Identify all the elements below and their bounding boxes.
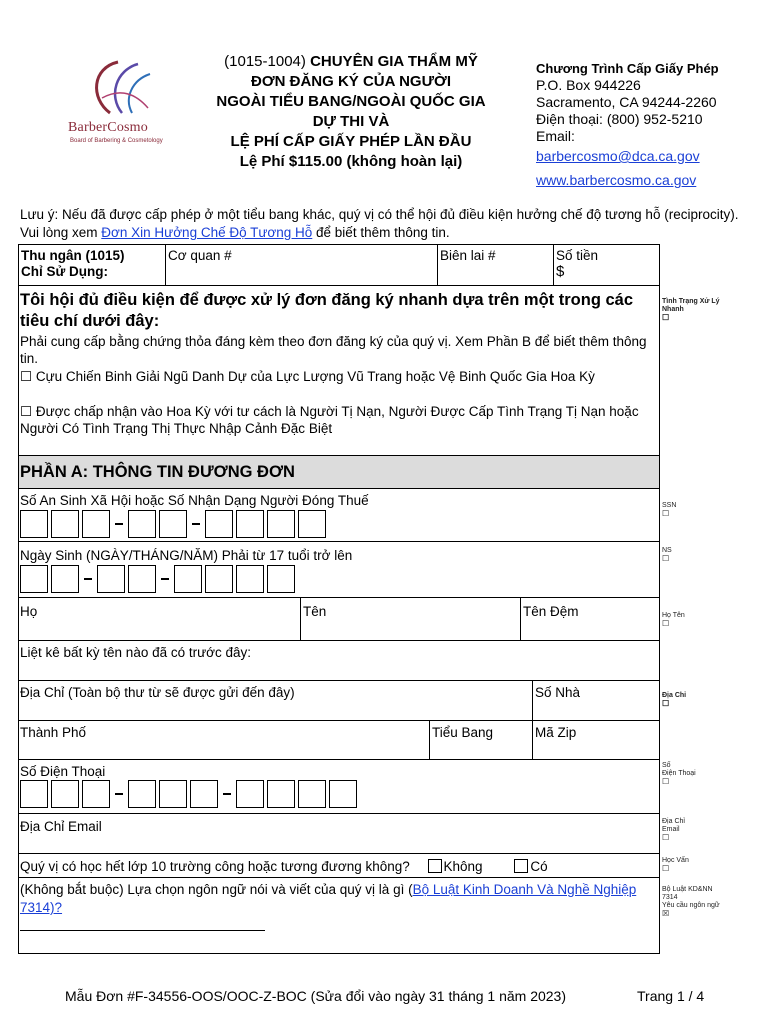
- veteran-checkbox[interactable]: ☐: [20, 369, 33, 384]
- expedite-option-refugee[interactable]: ☐ Được chấp nhận vào Hoa Kỳ với tư cách là Người Tị Nạn, Người Được Cấp Tình Trạng Tị Nạn hoặc Người Có Tình Trạng Thị Thực Nhập Cảnh Đặc Biệt: [20, 404, 639, 436]
- middle-name-field[interactable]: Tên Đệm: [523, 604, 579, 619]
- education-yes-checkbox[interactable]: [514, 859, 528, 873]
- form-title: [186, 52, 516, 172]
- cashier-label: Thu ngân (1015) Chỉ Sử Dụng:: [21, 248, 125, 279]
- form-code: (1015-1004): [224, 53, 306, 70]
- city-field[interactable]: Thành Phố: [20, 725, 87, 740]
- expedite-option-veteran[interactable]: ☐ Cựu Chiến Binh Giải Ngũ Danh Dự của Lực Lượng Vũ Trang hoặc Vệ Binh Quốc Gia Hoa Kỳ: [20, 369, 595, 384]
- reciprocity-link[interactable]: Đơn Xin Hưởng Chế Độ Tương Hỗ: [101, 225, 313, 240]
- ssn-input[interactable]: [20, 510, 329, 538]
- language-question: (Không bắt buộc) Lựa chọn ngôn ngữ nói và viết của quý vị là gì (Bộ Luật Kinh Doanh Và Nghề Nghiệp 7314)?: [20, 882, 637, 915]
- reciprocity-note: [20, 206, 750, 242]
- expedite-heading: Tôi hội đủ điều kiện để được xử lý đơn đăng ký nhanh dựa trên một trong các tiêu chí dưới đây:: [20, 291, 634, 330]
- phone-side-label: Số Điện Thoại ☐: [662, 762, 696, 786]
- title-line-2: ĐƠN ĐĂNG KÝ CỦA NGƯỜI: [251, 73, 451, 90]
- education-question: Quý vị có học hết lớp 10 trường công hoặc tương đương không? Không Có: [20, 859, 548, 874]
- ssn-side-label: SSN ☐: [662, 502, 677, 518]
- logo-wordmark: BarberCosmo: [68, 120, 148, 135]
- agency-name: Chương Trình Cấp Giấy Phép: [536, 61, 719, 76]
- language-side-label: Bộ Luật KD&NN 7314 Yêu cầu ngôn ngữ ☒: [662, 886, 720, 918]
- agency-phone: Điện thoại: (800) 952-5210: [536, 111, 703, 127]
- address-side-label: Địa Chỉ ☐: [662, 692, 687, 708]
- title-line-5: LỆ PHÍ CẤP GIẤY PHÉP LẦN ĐẦU: [230, 133, 472, 150]
- amount-field[interactable]: Số tiền $: [556, 248, 599, 280]
- house-number-field[interactable]: Số Nhà: [535, 685, 581, 700]
- dob-side-label: NS ☐: [662, 547, 672, 563]
- state-field[interactable]: Tiểu Bang: [432, 725, 494, 740]
- note-text-1: Lưu ý: Nếu đã được cấp phép ở một tiểu bang khác, quý vị có thể hội đủ điều kiện hưởng chế độ tương hỗ (reciprocity). Vui lòng xem: [20, 207, 739, 240]
- name-side-label: Họ Tên ☐: [662, 612, 685, 628]
- business-code-link[interactable]: Bộ Luật Kinh Doanh Và Nghề Nghiệp 7314)?: [20, 882, 637, 915]
- title-fee: Lệ Phí $115.00 (không hoàn lại): [239, 153, 463, 170]
- dob-label: Ngày Sinh (NGÀY/THÁNG/NĂM) Phải từ 17 tuổi trở lên: [20, 548, 353, 563]
- title-line-3: NGOÀI TIỂU BANG/NGOÀI QUỐC GIA: [216, 93, 486, 110]
- zip-field[interactable]: Mã Zip: [535, 725, 577, 740]
- agency-email-label: Email:: [536, 128, 575, 144]
- refugee-checkbox[interactable]: ☐: [20, 404, 33, 419]
- note-text-2: để biết thêm thông tin.: [312, 225, 450, 240]
- agency-city: Sacramento, CA 94244-2260: [536, 94, 717, 110]
- board-logo: [62, 58, 172, 148]
- education-no-checkbox[interactable]: [428, 859, 442, 873]
- email-field[interactable]: Địa Chỉ Email: [20, 819, 102, 834]
- first-name-field[interactable]: Tên: [303, 604, 327, 619]
- agency-po-box: P.O. Box 944226: [536, 77, 641, 93]
- title-line-4: DỰ THI VÀ: [312, 113, 390, 130]
- education-yes-option[interactable]: Có: [514, 859, 547, 874]
- logo-swirl-icon: [80, 58, 160, 118]
- last-name-field[interactable]: Họ: [20, 604, 38, 619]
- title-line-1: CHUYÊN GIA THẨM MỸ: [310, 53, 478, 70]
- section-a-heading: PHẦN A: THÔNG TIN ĐƯƠNG ĐƠN: [20, 463, 295, 481]
- expedite-instruction: Phải cung cấp bằng chứng thỏa đáng kèm theo đơn đăng ký của quý vị. Xem Phần B để biết thêm thông tin.: [20, 334, 647, 366]
- email-side-label: Địa Chỉ Email ☐: [662, 818, 685, 842]
- dob-input[interactable]: [20, 565, 298, 593]
- logo-tagline: Board of Barbering & Cosmetology: [70, 138, 163, 144]
- phone-input[interactable]: [20, 780, 360, 808]
- agency-contact: [536, 60, 766, 189]
- receipt-number-field[interactable]: Biên lai #: [440, 248, 496, 263]
- expedite-side-label: Tình Trạng Xử Lý Nhanh ☐: [662, 298, 720, 322]
- previous-names-field[interactable]: Liệt kê bất kỳ tên nào đã có trước đây:: [20, 645, 252, 660]
- page-number: Trang 1 / 4: [637, 988, 705, 1004]
- agency-website-link[interactable]: www.barbercosmo.ca.gov: [536, 172, 697, 188]
- education-side-label: Học Vấn ☐: [662, 857, 689, 873]
- agency-number-field[interactable]: Cơ quan #: [168, 248, 232, 263]
- language-answer-line[interactable]: [20, 930, 265, 931]
- ssn-label: Số An Sinh Xã Hội hoặc Số Nhận Dạng Người Đóng Thuế: [20, 493, 369, 508]
- form-number: Mẫu Đơn #F-34556-OOS/OOC-Z-BOC (Sửa đổi vào ngày 31 tháng 1 năm 2023): [65, 988, 567, 1004]
- mailing-address-field[interactable]: Địa Chỉ (Toàn bộ thư từ sẽ được gửi đến đây): [20, 685, 295, 700]
- education-no-option[interactable]: Không: [428, 859, 483, 874]
- phone-label: Số Điện Thoại: [20, 764, 106, 779]
- agency-email-link[interactable]: barbercosmo@dca.ca.gov: [536, 148, 700, 164]
